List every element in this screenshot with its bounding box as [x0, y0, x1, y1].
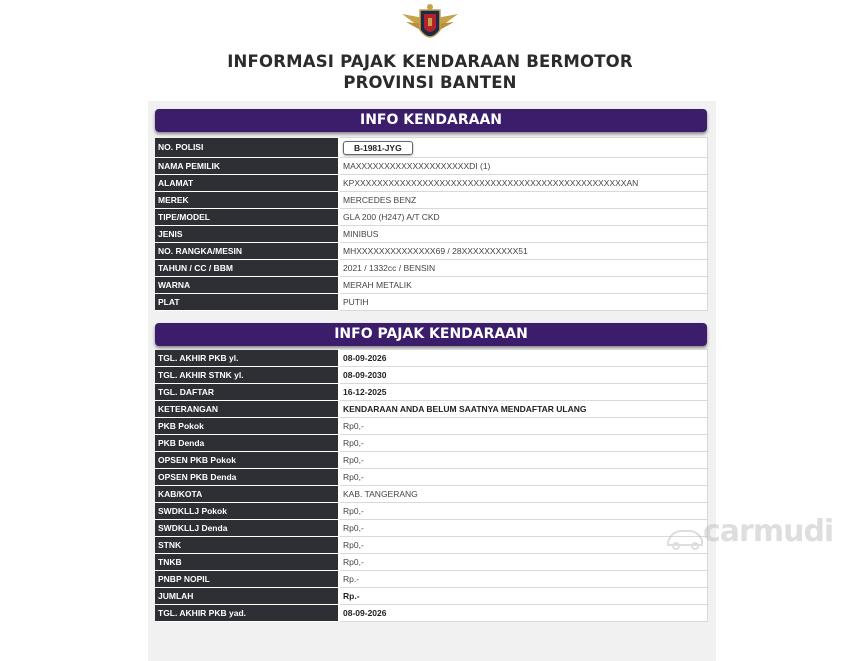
row-label: WARNA: [155, 277, 339, 294]
carmudi-watermark: [665, 510, 845, 570]
row-value: Rp.-: [339, 571, 708, 588]
table-row: [155, 175, 708, 192]
row-label: MEREK: [155, 192, 339, 209]
row-label: PKB Denda: [155, 435, 339, 452]
row-value: Rp0,-: [339, 452, 708, 469]
row-value: KPXXXXXXXXXXXXXXXXXXXXXXXXXXXXXXXXXXXXXXXXXXXXXXXXAN: [339, 175, 708, 192]
row-value: KAB. TANGERANG: [339, 486, 708, 503]
section-info-kendaraan: INFO KENDARAAN: [155, 109, 707, 132]
row-label: TGL. DAFTAR: [155, 384, 339, 401]
total-value: Rp.-: [339, 588, 708, 605]
row-label: TIPE/MODEL: [155, 209, 339, 226]
plate-number: B-1981-JYG: [343, 141, 413, 155]
table-row: [155, 418, 708, 435]
row-label: TNKB: [155, 554, 339, 571]
table-row: [155, 435, 708, 452]
table-row: [155, 554, 708, 571]
tax-info-table: [155, 349, 708, 622]
row-value: Rp0,-: [339, 418, 708, 435]
row-label: TAHUN / CC / BBM: [155, 260, 339, 277]
table-row: [155, 486, 708, 503]
row-label: KETERANGAN: [155, 401, 339, 418]
table-row: [155, 138, 708, 158]
vehicle-info-table: [155, 137, 708, 311]
row-value: MHXXXXXXXXXXXXXX69 / 28XXXXXXXXXX51: [339, 243, 708, 260]
table-row: [155, 401, 708, 418]
watermark-brand: carmudi: [703, 514, 834, 549]
page-title: INFORMASI PAJAK KENDARAAN BERMOTOR: [227, 52, 633, 71]
table-row: [155, 452, 708, 469]
row-label: SWDKLLJ Pokok: [155, 503, 339, 520]
table-row: [155, 350, 708, 367]
table-row: [155, 192, 708, 209]
table-row: [155, 384, 708, 401]
row-value: 2021 / 1332cc / BENSIN: [339, 260, 708, 277]
row-label: NO. POLISI: [155, 138, 339, 158]
row-value: 08-09-2026: [339, 605, 708, 622]
row-label: JUMLAH: [155, 588, 339, 605]
table-row: [155, 588, 708, 605]
table-row: [155, 605, 708, 622]
row-value: 08-09-2030: [339, 367, 708, 384]
row-value: Rp0,-: [339, 435, 708, 452]
row-value: Rp0,-: [339, 537, 708, 554]
row-value: 08-09-2026: [339, 350, 708, 367]
table-row: [155, 158, 708, 175]
row-value: MINIBUS: [339, 226, 708, 243]
row-label: TGL. AKHIR PKB yad.: [155, 605, 339, 622]
row-label: KAB/KOTA: [155, 486, 339, 503]
row-value: Rp0,-: [339, 554, 708, 571]
row-value: GLA 200 (H247) A/T CKD: [339, 209, 708, 226]
table-row: [155, 520, 708, 537]
row-label: PNBP NOPIL: [155, 571, 339, 588]
row-value: MAXXXXXXXXXXXXXXXXXXXXDI (1): [339, 158, 708, 175]
police-emblem-icon: [398, 2, 462, 48]
row-label: NO. RANGKA/MESIN: [155, 243, 339, 260]
row-label: JENIS: [155, 226, 339, 243]
table-row: [155, 277, 708, 294]
table-row: [155, 209, 708, 226]
row-label: NAMA PEMILIK: [155, 158, 339, 175]
status-message: KENDARAAN ANDA BELUM SAATNYA MENDAFTAR ULANG: [339, 401, 708, 418]
page-subtitle: PROVINSI BANTEN: [343, 73, 517, 92]
car-outline-icon: [665, 522, 705, 552]
row-value: Rp0,-: [339, 503, 708, 520]
table-row: [155, 571, 708, 588]
row-label: TGL. AKHIR STNK yl.: [155, 367, 339, 384]
row-label: PLAT: [155, 294, 339, 311]
plate-number-cell: [339, 138, 708, 158]
row-value: MERCEDES BENZ: [339, 192, 708, 209]
table-row: [155, 294, 708, 311]
row-label: SWDKLLJ Denda: [155, 520, 339, 537]
table-row: [155, 243, 708, 260]
row-label: OPSEN PKB Pokok: [155, 452, 339, 469]
table-row: [155, 226, 708, 243]
table-row: [155, 367, 708, 384]
row-value: Rp0,-: [339, 469, 708, 486]
table-row: [155, 260, 708, 277]
row-value: PUTIH: [339, 294, 708, 311]
row-value: 16-12-2025: [339, 384, 708, 401]
row-label: TGL. AKHIR PKB yl.: [155, 350, 339, 367]
row-label: ALAMAT: [155, 175, 339, 192]
row-value: Rp0,-: [339, 520, 708, 537]
row-label: STNK: [155, 537, 339, 554]
row-label: OPSEN PKB Denda: [155, 469, 339, 486]
table-row: [155, 503, 708, 520]
section-info-pajak: INFO PAJAK KENDARAAN: [155, 323, 707, 346]
table-row: [155, 537, 708, 554]
row-label: PKB Pokok: [155, 418, 339, 435]
row-value: MERAH METALIK: [339, 277, 708, 294]
table-row: [155, 469, 708, 486]
